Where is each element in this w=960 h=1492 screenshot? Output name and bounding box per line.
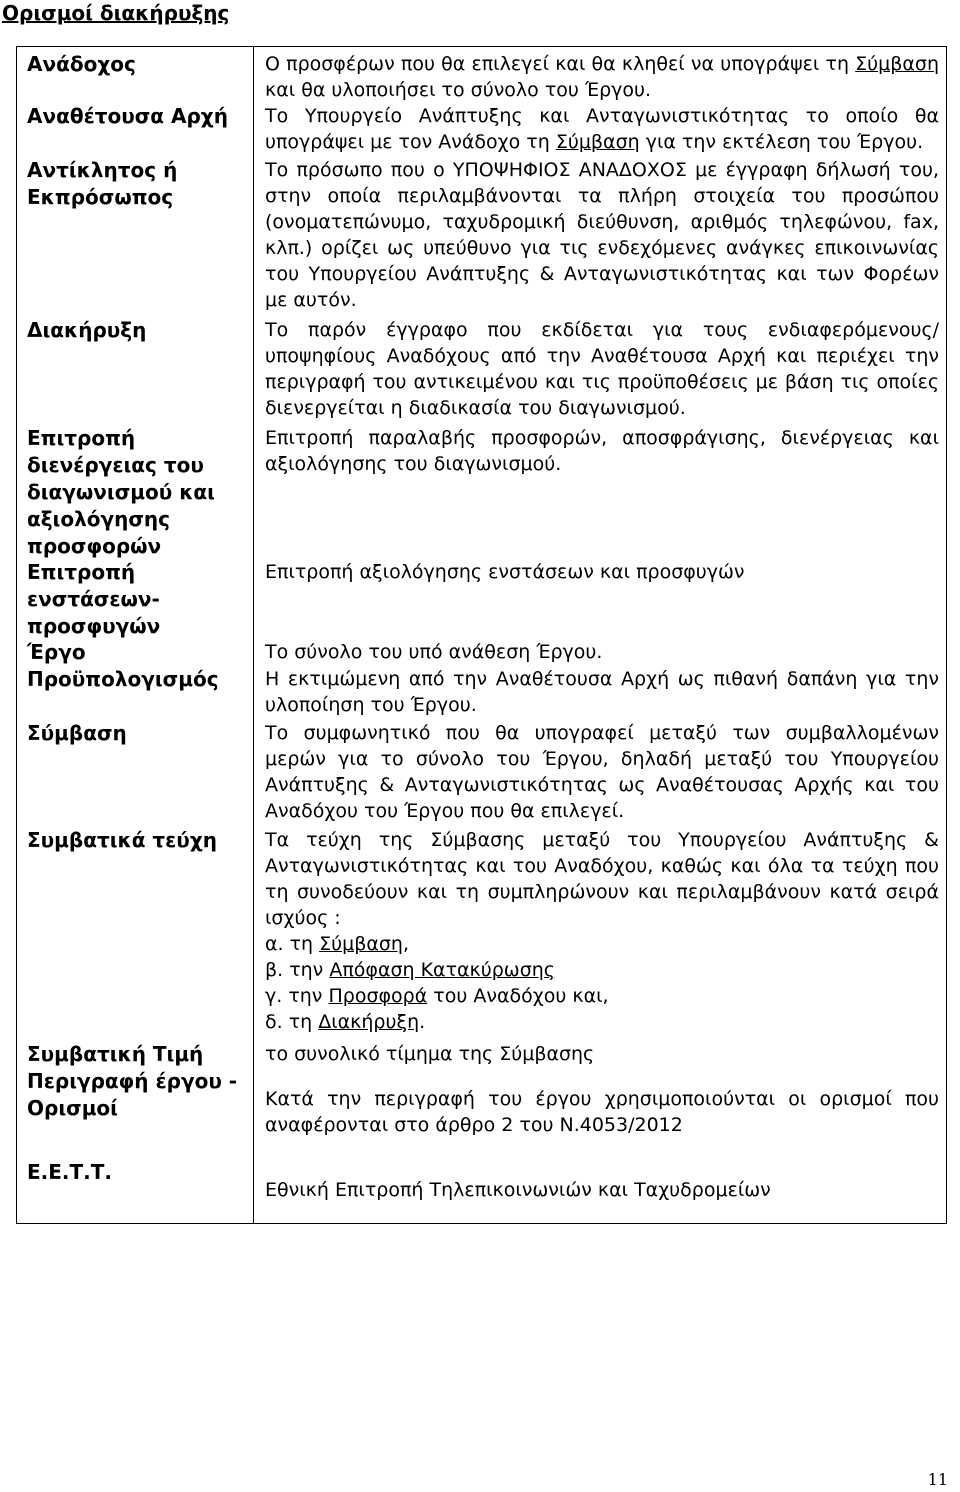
list-item: γ. την Προσφορά του Αναδόχου και, bbox=[265, 985, 609, 1007]
page-number: 11 bbox=[927, 1470, 948, 1489]
definition-text: Το παρόν έγγραφο που εκδίδεται για τους ενδιαφερόμενους/ υποψηφίους Αναδόχους από την Αναθέτουσα Αρχή και περιέχει την περιγραφή του αντικειμένου και τις προϋποθέσεις με βάση τις οποίες διενεργείται η διαδικασία του διαγωνισμού. bbox=[265, 319, 939, 419]
term-label: Αναθέτουσα Αρχή bbox=[27, 104, 228, 128]
term-label: Ανάδοχος bbox=[27, 52, 136, 76]
list-item: δ. τη Διακήρυξη. bbox=[265, 1011, 426, 1033]
list-item: β. την Απόφαση Κατακύρωσης bbox=[265, 959, 555, 981]
document-title: Ορισμοί διακήρυξης bbox=[2, 1, 230, 25]
award-decision-link[interactable]: Απόφαση Κατακύρωσης bbox=[329, 959, 555, 981]
definition-text: Επιτροπή παραλαβής προσφορών, αποσφράγισης, διενέργειας και αξιολόγησης του διαγωνισμού. bbox=[265, 427, 939, 475]
contract-link[interactable]: Σύμβαση bbox=[319, 933, 403, 955]
definition-text: Τα τεύχη της Σύμβασης μεταξύ του Υπουργείου Ανάπτυξης & Ανταγωνιστικότητας και του Αναδόχου, καθώς και όλα τα τεύχη που τη συνοδεύουν και τη συμπληρώνουν και περιλαμβάνουν κατά σειρά ισχύος : α. τη Σύμβαση, β. την Απόφαση Κατακύρωσης γ. την Προσφορά του Αναδόχου και, δ. τη Διακήρυξη. bbox=[265, 829, 939, 1033]
definition-text: Η εκτιμώμενη από την Αναθέτουσα Αρχή ως πιθανή δαπάνη για την υλοποίηση του Έργου. bbox=[265, 668, 939, 716]
contract-link[interactable]: Σύμβαση bbox=[555, 131, 640, 153]
term-label: Επιτροπή ενστάσεων- προσφυγών bbox=[27, 560, 161, 638]
term-label: Έργο bbox=[27, 640, 86, 664]
definition-text: Το συμφωνητικό που θα υπογραφεί μεταξύ των συμβαλλομένων μερών για το σύνολο του Έργου, δηλαδή μεταξύ του Υπουργείου Ανάπτυξης & Ανταγωνιστικότητας ως Αναθέτουσας Αρχής και του Αναδόχου του Έργου που θα επιλεγεί. bbox=[265, 722, 939, 822]
definition-text: Επιτροπή αξιολόγησης ενστάσεων και προσφυγών bbox=[265, 561, 745, 583]
definitions-table bbox=[16, 46, 947, 1224]
definition-text: Κατά την περιγραφή του έργου χρησιμοποιούνται οι ορισμοί που αναφέρονται στο άρθρο 2 του Ν.4053/2012 bbox=[265, 1088, 939, 1136]
tender-notice-link[interactable]: Διακήρυξη bbox=[318, 1011, 420, 1033]
term-label: Επιτροπή διενέργειας του διαγωνισμού και αξιολόγησης προσφορών bbox=[27, 426, 215, 558]
term-label: Συμβατική Τιμή bbox=[27, 1042, 204, 1066]
contract-link[interactable]: Σύμβαση bbox=[855, 53, 939, 75]
term-label: Περιγραφή έργου - Ορισμοί bbox=[27, 1069, 238, 1120]
term-label: Αντίκλητος ή Εκπρόσωπος bbox=[27, 158, 178, 209]
definition-text: το συνολικό τίμημα της Σύμβασης bbox=[265, 1043, 595, 1065]
term-label: Προϋπολογισμός bbox=[27, 667, 219, 691]
term-label: Σύμβαση bbox=[27, 721, 127, 745]
definition-text: Εθνική Επιτροπή Τηλεπικοινωνιών και Ταχυδρομείων bbox=[265, 1179, 771, 1201]
term-label: Διακήρυξη bbox=[27, 318, 147, 342]
definition-text: Το Υπουργείο Ανάπτυξης και Ανταγωνιστικότητας το οποίο θα υπογράψει με τον Ανάδοχο τη Σύμβαση για την εκτέλεση του Έργου. bbox=[265, 105, 939, 153]
definition-text: Ο προσφέρων που θα επιλεγεί και θα κληθεί να υπογράψει τη Σύμβαση και θα υλοποιήσει το σύνολο του Έργου. bbox=[265, 53, 939, 101]
offer-link[interactable]: Προσφορά bbox=[328, 985, 428, 1007]
list-item: α. τη Σύμβαση, bbox=[265, 933, 409, 955]
definition-text: Το σύνολο του υπό ανάθεση Έργου. bbox=[265, 641, 603, 663]
term-label: Ε.Ε.Τ.Τ. bbox=[27, 1160, 112, 1184]
term-label: Συμβατικά τεύχη bbox=[27, 828, 217, 852]
column-divider bbox=[253, 47, 254, 1223]
definition-text: Το πρόσωπο που ο ΥΠΟΨΗΦΙΟΣ ΑΝΑΔΟΧΟΣ με έγγραφη δήλωσή του, στην οποία περιλαμβάνονται τα πλήρη στοιχεία του προσώπου (ονοματεπώνυμο, ταχυδρομική διεύθυνση, αριθμός τηλεφώνου, fax, κλπ.) ορίζει ως υπεύθυνο για τις ενδεχόμενες ανάγκες επικοινωνίας του Υπουργείου Ανάπτυξης & Ανταγωνιστικότητας και των Φορέων με αυτόν. bbox=[265, 159, 939, 311]
